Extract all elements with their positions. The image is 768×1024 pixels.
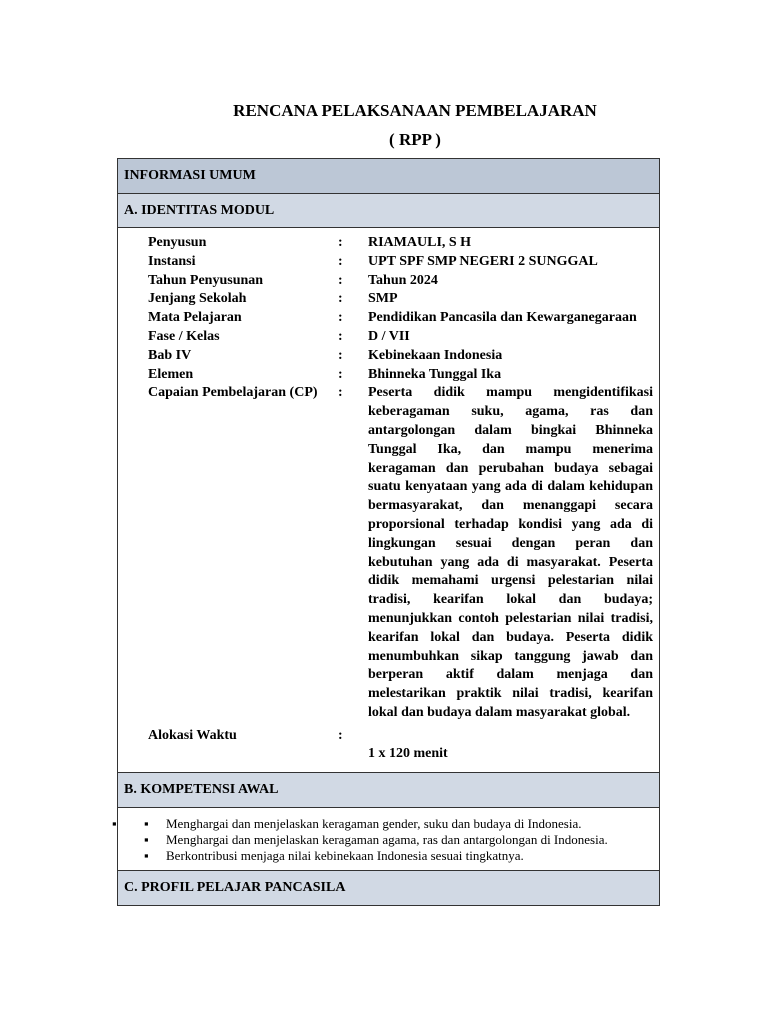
identity-label: Capaian Pembelajaran (CP) [148,385,318,401]
colon: : [338,727,343,743]
colon: : [338,253,343,269]
section-identitas-modul: A. IDENTITAS MODUL [118,194,659,228]
identity-label: Fase / Kelas [148,328,220,344]
colon: : [338,310,343,326]
identity-row [148,253,653,272]
bullet-mark: ▪ [144,815,149,831]
identity-row [148,328,653,347]
identity-value: Bhinneka Tunggal Ika [368,366,502,382]
identity-label: Elemen [148,366,194,382]
identity-row [148,309,653,328]
identity-value: D / VII [368,328,410,344]
identity-label: Tahun Penyusunan [148,272,264,288]
identity-label: Bab IV [148,347,192,363]
colon: : [338,347,343,363]
identity-value: UPT SPF SMP NEGERI 2 SUNGGAL [368,253,598,269]
identity-section [118,228,659,773]
section-kompetensi-awal: B. KOMPETENSI AWAL [118,773,659,808]
bullet-mark: ▪ [112,815,117,831]
identity-label: Penyusun [148,235,207,250]
identity-row [148,366,653,385]
identity-value: Pendidikan Pancasila dan Kewarganegaraan [368,310,637,326]
identity-label: Jenjang Sekolah [148,291,247,307]
list-item-text: Menghargai dan menjelaskan keragaman agama, ras dan antargolongan di Indonesia. [166,831,608,847]
list-item [144,832,639,848]
document-title: RENCANA PELAKSANAAN PEMBELAJARAN [233,101,597,120]
bullet-mark: ▪ [144,831,149,847]
colon: : [338,385,343,401]
identity-value: Kebinekaan Indonesia [368,347,503,363]
identity-label: Mata Pelajaran [148,310,242,326]
section-informasi-umum: INFORMASI UMUM [118,159,659,194]
identity-row [148,290,653,309]
list-item [144,816,639,832]
list-item [144,848,639,864]
identity-value: SMP [368,291,398,307]
identity-label: Alokasi Waktu [148,727,237,743]
identity-row [148,347,653,366]
document-subtitle: ( RPP ) [389,130,441,149]
colon: : [338,235,343,250]
colon: : [338,328,343,344]
colon: : [338,291,343,307]
section-profil-pelajar: C. PROFIL PELAJAR PANCASILA [118,871,659,905]
capaian-pembelajaran-text: Peserta didik mampu mengidentifikasi keberagaman suku, agama, ras dan antargolongan dalam bingkai Bhinneka Tunggal Ika, dan mampu menerima keragaman dan perubahan budaya sebagai suatu kenyataan yang ada di dalam kehidupan bermasyarakat, dan menanggapi secara proporsional terhadap kondisi yang ada di lingkungan sesuai dengan peran dan kebutuhan yang ada di masyarakat. Peserta didik memahami urgensi pelestarian nilai tradisi, kearifan lokal dan budaya; menunjukkan contoh pelestarian nilai tradisi, kearifan lokal dan budaya. Peserta didik menumbuhkan sikap tanggung jawab dan berperan aktif dalam menjaga dan melestarikan praktik nilai tradisi, kearifan lokal dan budaya dalam masyarakat global. [368,385,653,720]
identity-row [148,234,653,253]
list-item-text: Menghargai dan menjelaskan keragaman gender, suku dan budaya di Indonesia. [166,815,582,831]
rpp-table [112,158,660,906]
identity-row-alokasi [148,727,653,764]
identity-value: 1 x 120 menit [368,745,448,761]
colon: : [338,272,343,288]
bullet-mark: ▪ [144,847,149,863]
list-item-text: Berkontribusi menjaga nilai kebinekaan Indonesia sesuai tingkatnya. [166,847,524,863]
identity-row-cp [148,384,653,722]
identity-row [148,272,653,291]
identity-value: RIAMAULI, S H [368,235,472,250]
kompetensi-list [112,808,659,871]
identity-label: Instansi [148,253,196,269]
colon: : [338,366,343,382]
identity-value: Tahun 2024 [368,272,438,288]
